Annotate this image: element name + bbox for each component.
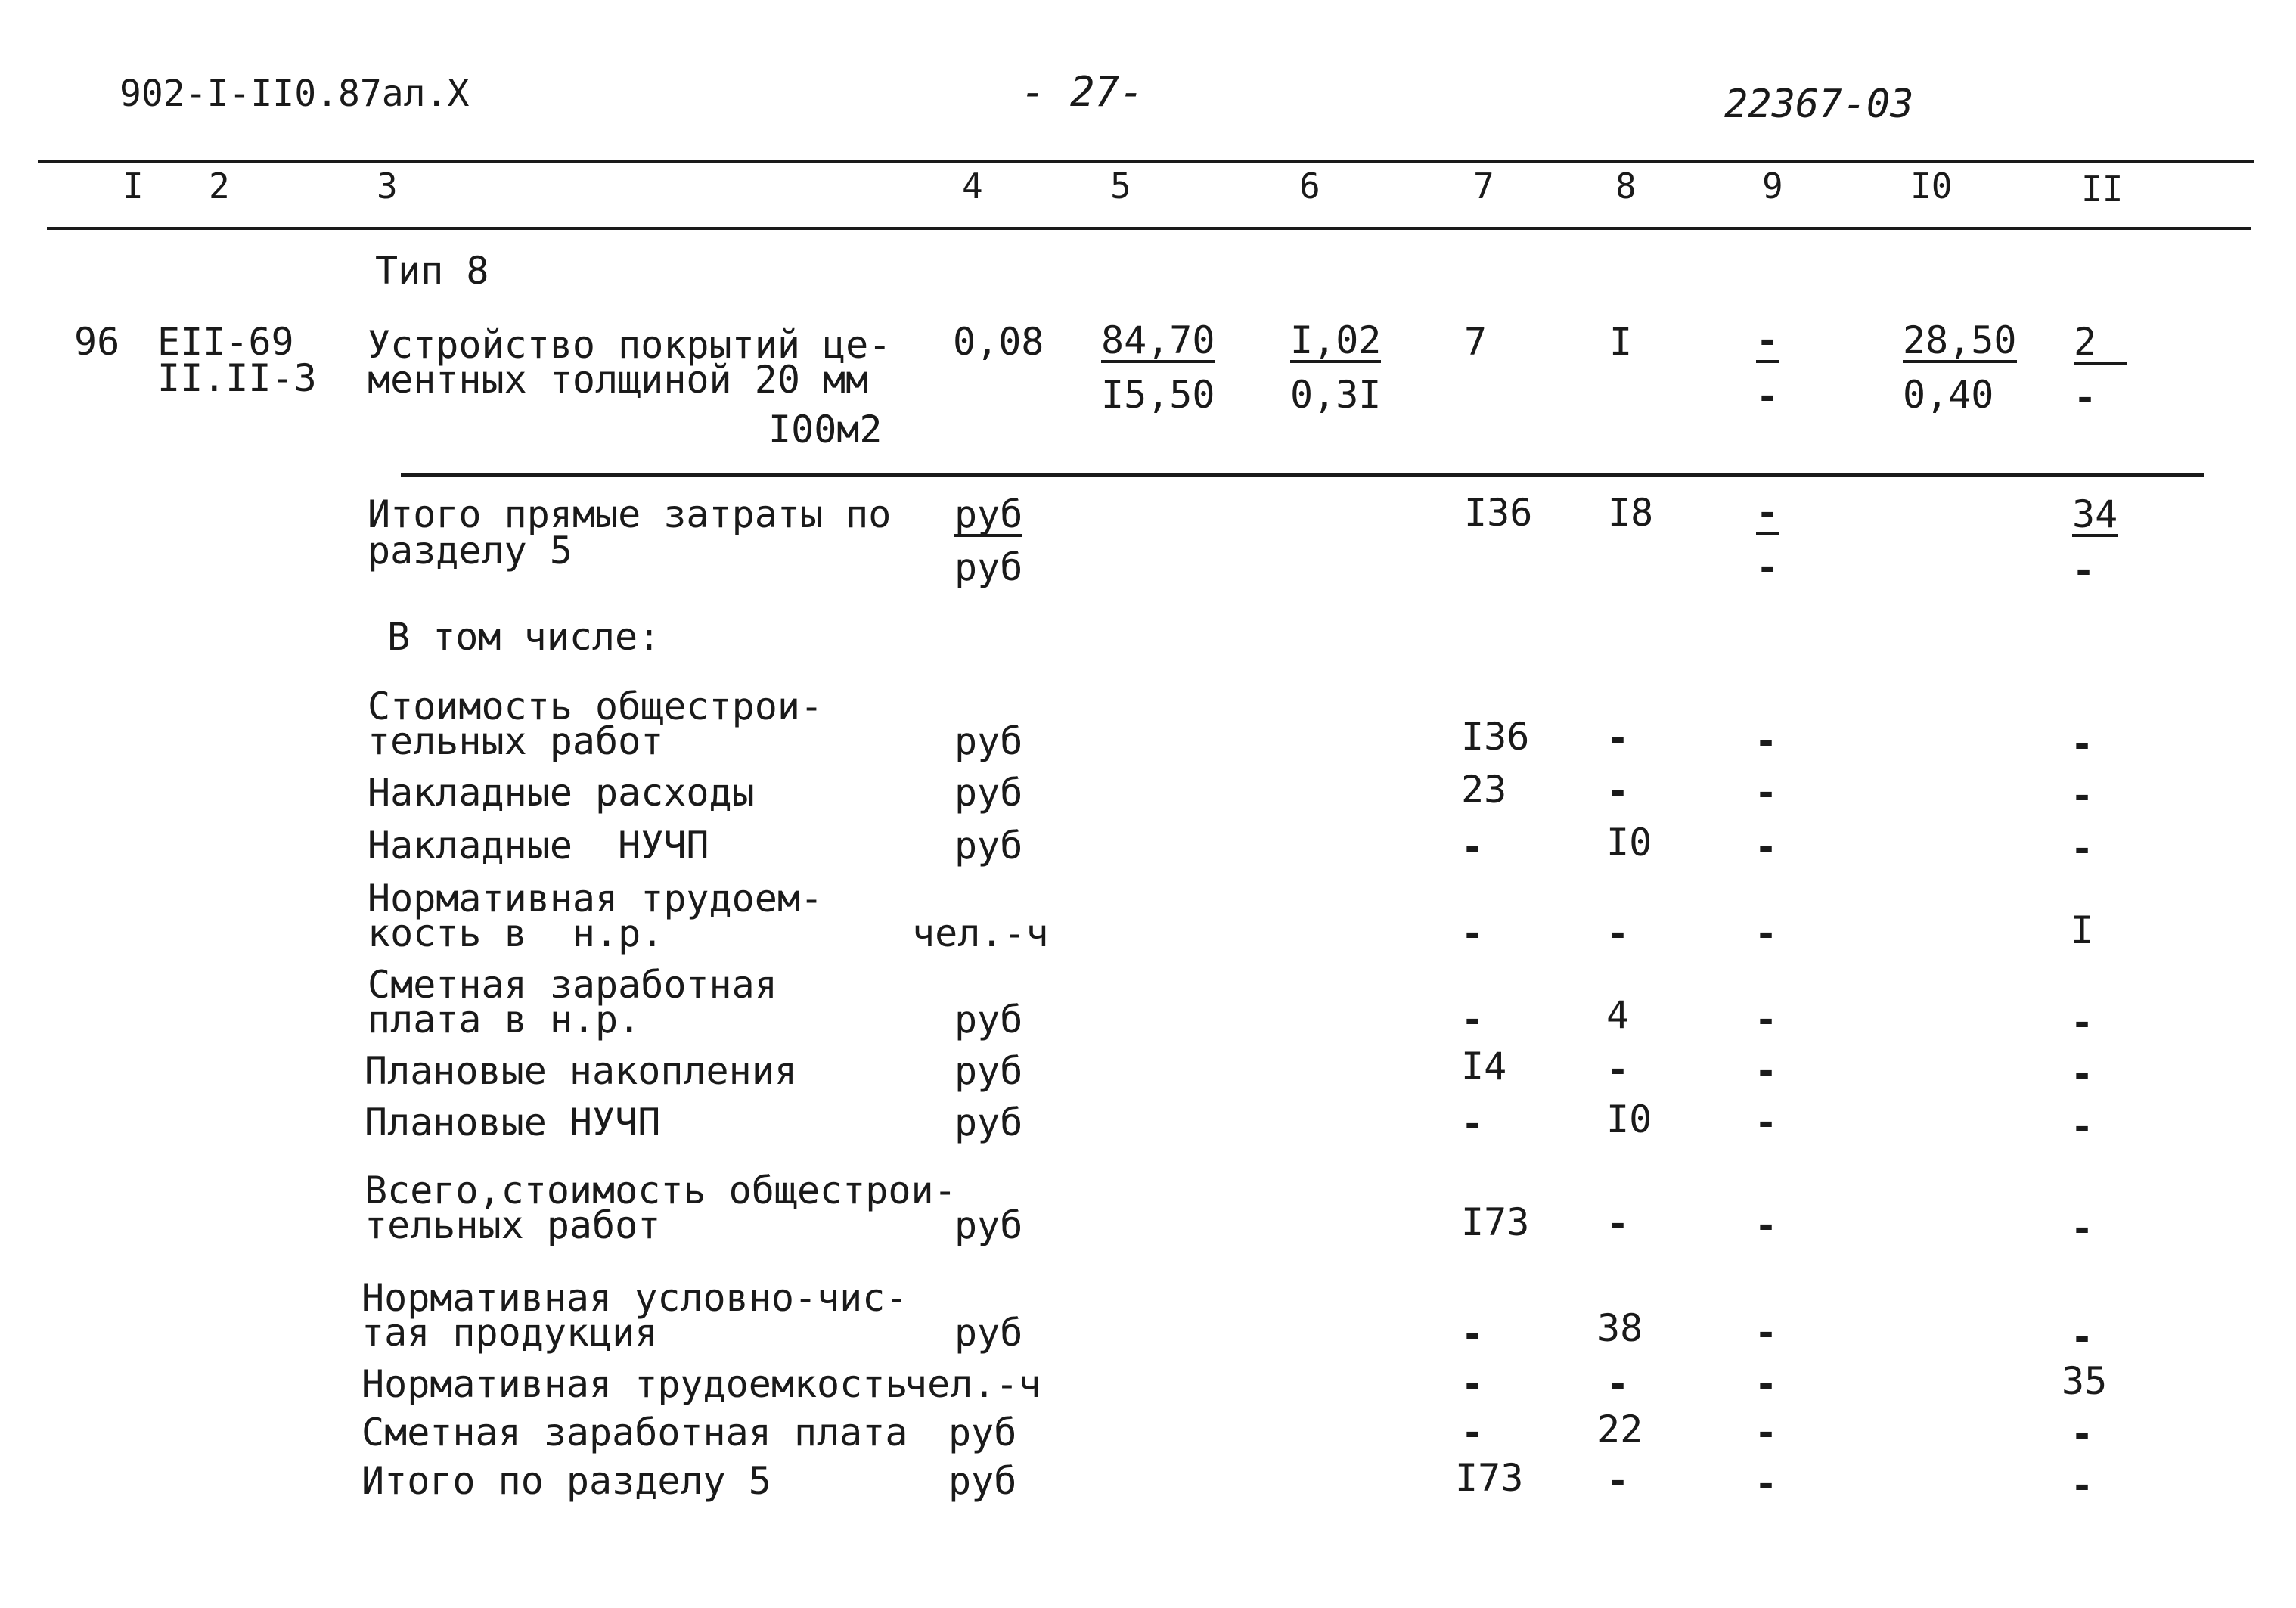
row-col9: - (1755, 719, 1778, 763)
row-col8: - (1606, 911, 1630, 955)
item-description: Устройство покрытий це- (368, 323, 892, 367)
total-label: Итого прямые затраты по (368, 492, 892, 536)
total-col11-bottom: - (2072, 548, 2096, 592)
row-label: кость в н.р. (368, 911, 664, 955)
row-col7: - (1461, 1362, 1485, 1406)
row-col7: I73 (1461, 1200, 1530, 1244)
row-unit: руб (954, 1311, 1023, 1355)
row-col7: I73 (1455, 1456, 1524, 1500)
row-col11: - (2071, 1206, 2094, 1250)
row-col9: - (1755, 1311, 1778, 1355)
row-col9: - (1755, 1362, 1778, 1406)
item-col9-bottom: - (1756, 374, 1779, 418)
row-col11: - (2071, 1315, 2094, 1359)
row-col8: - (1606, 1202, 1630, 1246)
row-col11: 35 (2062, 1359, 2108, 1403)
total-unit-top: руб (954, 492, 1023, 536)
row-col8: 22 (1597, 1408, 1643, 1451)
item-col10-bottom: 0,40 (1903, 373, 1994, 417)
row-label: Сметная заработная (368, 963, 777, 1007)
row-col8: - (1606, 769, 1630, 813)
row-unit: чел.-ч (904, 1362, 1041, 1406)
row-unit: руб (954, 719, 1023, 763)
row-unit: руб (948, 1459, 1017, 1503)
header-bottom-rule (47, 227, 2251, 230)
item-description: ментных толщиной 20 мм (368, 358, 869, 402)
col-number: I0 (1910, 166, 1953, 206)
header-top-rule (38, 160, 2254, 163)
row-col11: - (2071, 722, 2094, 766)
row-unit: чел.-ч (912, 911, 1049, 955)
row-label: Нормативная трудоем- (368, 877, 824, 920)
col-number: 2 (209, 166, 230, 206)
item-col5-bottom: I5,50 (1101, 373, 1215, 417)
row-col9: - (1755, 1100, 1778, 1144)
total-col8: I8 (1608, 491, 1654, 535)
including-label: В том числе: (387, 615, 661, 659)
total-col7: I36 (1464, 491, 1533, 535)
col-number: 7 (1473, 166, 1494, 206)
row-col8: I0 (1606, 821, 1652, 865)
total-separator-rule (401, 473, 2204, 477)
col-number: 3 (377, 166, 398, 206)
row-label: Плановые НУЧП (365, 1100, 661, 1144)
row-col11: - (2071, 1052, 2094, 1096)
row-label: Сметная заработная плата (361, 1411, 908, 1454)
total-col9-bottom: - (1756, 545, 1779, 589)
row-col7: - (1461, 1102, 1485, 1146)
col-number: I (123, 166, 144, 206)
row-label: Накладные расходы (368, 771, 755, 815)
section-type: Тип 8 (375, 249, 489, 293)
row-col11: I (2071, 908, 2094, 952)
row-col7: - (1461, 911, 1485, 955)
item-code: EII-69 (157, 320, 294, 364)
item-col10-top: 28,50 (1903, 318, 2017, 362)
row-label: Плановые накопления (365, 1049, 797, 1093)
row-col9: - (1755, 1049, 1778, 1093)
row-col9: - (1755, 825, 1778, 869)
item-code-sub: II.II-3 (157, 356, 317, 400)
row-col11: - (2071, 1464, 2094, 1507)
row-label: Нормативная трудоемкость (361, 1362, 908, 1406)
row-col11: - (2071, 1105, 2094, 1149)
row-col11: - (2071, 1001, 2094, 1045)
item-quantity: 0,08 (953, 320, 1044, 364)
row-col8: - (1606, 1048, 1630, 1091)
document-code: 902-I-II0.87ал.X (119, 73, 470, 115)
item-col5-top: 84,70 (1101, 318, 1215, 362)
col-number: 4 (962, 166, 983, 206)
row-unit: руб (954, 824, 1023, 868)
row-unit: руб (954, 1049, 1023, 1093)
row-col11: - (2071, 774, 2094, 818)
col-number: 9 (1762, 166, 1783, 206)
row-label: Всего,стоимость общестрои- (365, 1169, 957, 1212)
col-number: 6 (1299, 166, 1320, 206)
total-unit-bottom: руб (954, 545, 1023, 589)
row-label: Итого по разделу 5 (361, 1459, 771, 1503)
item-col7: 7 (1464, 320, 1488, 364)
item-col8: I (1609, 320, 1633, 364)
row-unit: руб (954, 1100, 1023, 1144)
row-col7: 23 (1461, 768, 1507, 812)
total-label: разделу 5 (368, 529, 572, 573)
item-col9-top: - (1756, 318, 1779, 362)
row-col8: 4 (1606, 993, 1630, 1037)
row-col9: - (1755, 911, 1778, 955)
row-col11: - (2071, 1412, 2094, 1456)
row-label: Стоимость общестрои- (368, 684, 824, 728)
row-col11: - (2071, 827, 2094, 871)
row-col9: - (1755, 998, 1778, 1041)
item-col6-top: I,02 (1290, 318, 1382, 362)
item-unit: I00м2 (768, 408, 883, 452)
col-number: II (2081, 169, 2124, 210)
row-col9: - (1755, 1203, 1778, 1247)
row-col9: - (1755, 1462, 1778, 1506)
item-col11-bottom: - (2074, 376, 2097, 420)
row-col8: - (1606, 1362, 1630, 1406)
row-col8: - (1606, 716, 1630, 760)
row-label: плата в н.р. (368, 998, 641, 1041)
row-label: тельных работ (365, 1203, 661, 1247)
total-col11-top: 34 (2072, 492, 2118, 536)
archive-number: 22367-03 (1724, 82, 1914, 127)
row-unit: руб (948, 1411, 1017, 1454)
row-label: тельных работ (368, 719, 664, 763)
row-col8: - (1606, 1459, 1630, 1503)
col-number: 5 (1110, 166, 1131, 206)
row-label: Нормативная условно-чис- (361, 1276, 908, 1320)
item-col6-bottom: 0,3I (1290, 373, 1382, 417)
row-unit: руб (954, 1203, 1023, 1247)
row-col7: - (1461, 1312, 1485, 1356)
row-col7: I4 (1461, 1045, 1507, 1088)
total-col9-top: - (1756, 491, 1779, 535)
row-col8: I0 (1606, 1097, 1652, 1141)
item-number: 96 (74, 320, 120, 364)
row-label: тая продукция (361, 1311, 658, 1355)
row-unit: руб (954, 771, 1023, 815)
row-col7: - (1461, 998, 1485, 1041)
row-label: Накладные НУЧП (368, 824, 709, 868)
row-col9: - (1755, 771, 1778, 815)
row-unit: руб (954, 998, 1023, 1041)
col-number: 8 (1615, 166, 1637, 206)
row-col7: I36 (1461, 715, 1530, 759)
row-col9: - (1755, 1411, 1778, 1454)
row-col7: - (1461, 1411, 1485, 1454)
row-col8: 38 (1597, 1306, 1643, 1350)
item-col11-top: 2 (2074, 324, 2127, 365)
page-number: - 27- (1021, 68, 1144, 116)
row-col7: - (1461, 825, 1485, 869)
